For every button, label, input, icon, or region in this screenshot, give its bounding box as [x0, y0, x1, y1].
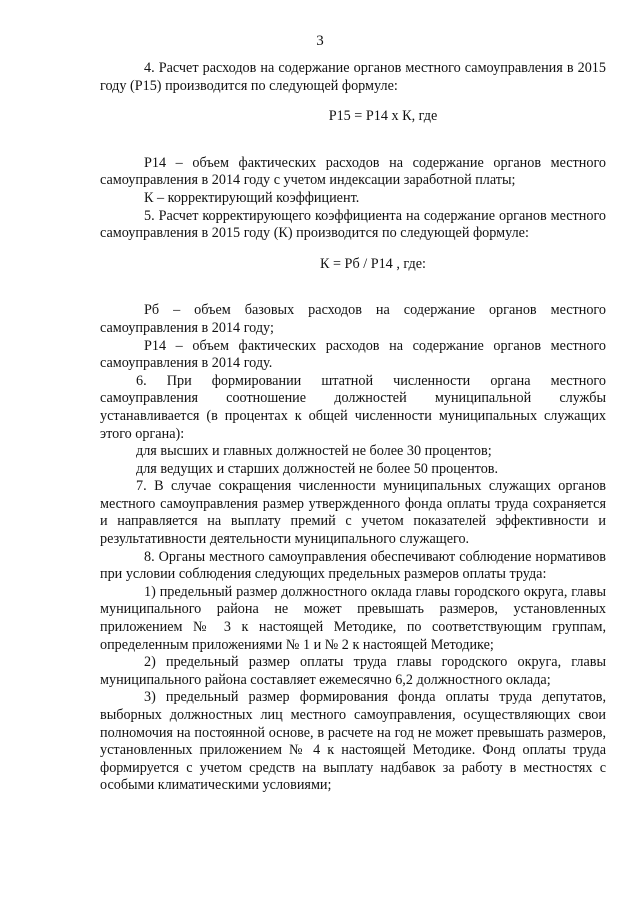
paragraph-8-item-1: 1) предельный размер должностного оклада главы городского округа, главы муниципального района не может превышать размеров, установленных приложением № 3 к настоящей Методике, по соответствующим группам, определенным приложениями № 1 и № 2 к настоящей Методике; — [100, 583, 606, 653]
paragraph-5: 5. Расчет корректирующего коэффициента на содержание органов местного самоуправления в 2015 году (К) производится по следующей формуле: — [100, 207, 606, 242]
paragraph-4-k-definition: К – корректирующий коэффициент. — [144, 189, 360, 206]
paragraph-7: 7. В случае сокращения численности муниципальных служащих органов местного самоуправления размер утвержденного фонда оплаты труда сохраняется и направляется на выплату премий с учетом показателей эффективности и результативности деятельности муниципального служащего. — [100, 478, 606, 548]
paragraph-8-item-3: 3) предельный размер формирования фонда оплаты труда депутатов, выборных должностных лиц местного самоуправления, осуществляющих свои полномочия на постоянной основе, в расчете на год не может превышать размеров, установленных приложением № 4 к настоящей Методике. Фонд оплаты труда формируется с учетом средств на выплату надбавок за работу в местностях с особыми климатическими условиями; — [100, 689, 606, 794]
paragraph-5-p14-definition: Р14 – объем фактических расходов на содержание органов местного самоуправления в 2014 году. — [100, 337, 606, 372]
paragraph-6-leading-ratio: для ведущих и старших должностей не более 50 процентов. — [136, 460, 499, 477]
paragraph-4-p14-definition: Р14 – объем фактических расходов на содержание органов местного самоуправления в 2014 году с учетом индексации заработной платы; — [100, 154, 606, 189]
formula-k: К = Рб / Р14 , где: — [320, 255, 426, 272]
paragraph-6-senior-ratio: для высших и главных должностей не более 30 процентов; — [136, 443, 492, 460]
paragraph-6: 6. При формировании штатной численности органа местного самоуправления соотношение должностей муниципальной службы устанавливается (в процентах к общей численности муниципальных служащих этого органа): — [100, 372, 606, 442]
paragraph-8: 8. Органы местного самоуправления обеспечивают соблюдение нормативов при условии соблюдения следующих предельных размеров оплаты труда: — [100, 548, 606, 583]
document-body — [100, 60, 606, 795]
paragraph-5-pb-definition: Рб – объем базовых расходов на содержание органов местного самоуправления в 2014 году; — [100, 302, 606, 336]
paragraph-4: 4. Расчет расходов на содержание органов местного самоуправления в 2015 году (Р15) производится по следующей формуле: — [100, 60, 606, 94]
paragraph-8-item-2: 2) предельный размер оплаты труда главы городского округа, главы муниципального района составляет ежемесячно 6,2 должностного оклада; — [100, 654, 606, 688]
page-number: 3 — [316, 33, 324, 49]
formula-p15: Р15 = Р14 х К, где — [328, 108, 438, 125]
